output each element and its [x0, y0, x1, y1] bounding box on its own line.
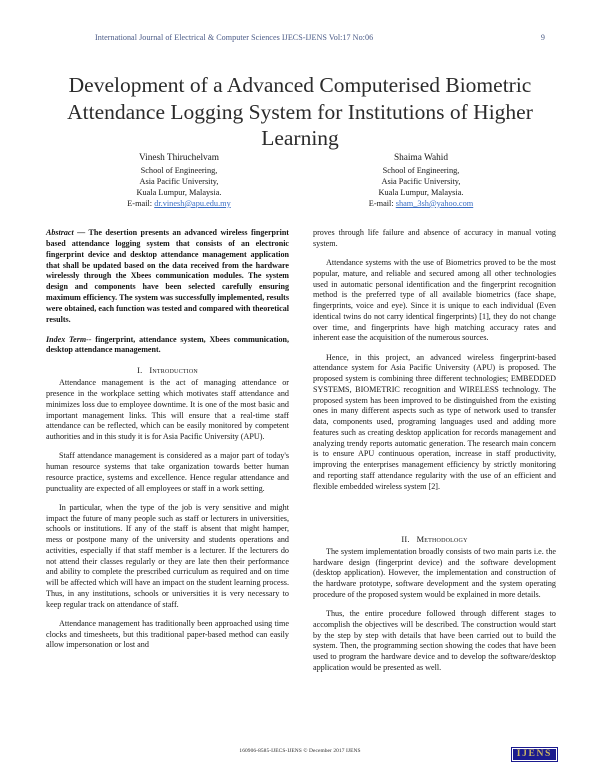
- author-email-line: [300, 198, 542, 209]
- abstract-paragraph: [46, 228, 289, 326]
- index-terms-text: fingerprint, attendance system, Xbees communication, desktop attendance management.: [46, 334, 289, 355]
- author-name: Vinesh Thiruchelvam: [138, 153, 220, 163]
- author-email-link[interactable]: dr.vinesh@apu.edu.my: [154, 198, 231, 208]
- right-column: [313, 228, 556, 682]
- section-heading-introduction: [46, 365, 289, 376]
- author-entry: [300, 152, 542, 209]
- author-email-link[interactable]: sham_3sh@yahoo.com: [395, 198, 474, 208]
- author-affiliation-line: Asia Pacific University,: [139, 176, 219, 186]
- section-number: II.: [401, 534, 410, 544]
- paragraph: Attendance management has traditionally been approached using time clocks and timesheets, but this traditional paper-based method can easily allow impersonation or lost and: [46, 618, 289, 650]
- footer-issn-line: 160906-8585-IJECS-IJENS © December 2017 IJENS: [239, 748, 361, 754]
- paragraph: The system implementation broadly consists of two main parts i.e. the hardware design (fingerprint device) and the software development (desktop application). However, the implementation and construction of the hardware prototype, software development and the system operating procedure of the proposed system would be explained in more details.: [313, 546, 556, 599]
- paragraph: Attendance systems with the use of Biometrics proved to be the most popular, mature, and reliable and secured among all other technologies used in automatic personal identification and the fingerprint recognition method is the preferred type of all available biometrics (face shape, fingerprints, voice and eye). Since it is unique to each individual (Even identical twins do not carry identical fingerprints) [1], they do not change over time, and fingerprints have high matching accuracy rates and inherent ease the acquisition of the numerous sources.: [313, 258, 556, 343]
- section-heading-methodology: [313, 534, 556, 545]
- paragraph: Hence, in this project, an advanced wireless fingerprint-based attendance system for Asia Pacific University (APU) is proposed. The proposed system is combining three different technologies; EMBEDDED SYSTEMS, BIOMETRIC recognition and WIRELESS technology. The proposed system has been improved to be distinguished from the existing ones in many different aspects such as type of network used to transfer data, components used, programing languages used and adding more features such as creating desktop application for records management and analyzing trendy reports automatic generation. The research main concern is to ensure APU continuous operation, increase in staff productivity, improving the enterprises management efficiency by strictly monitoring and reporting staff attendance regularity with the use of an efficient and flexible embedded wireless system [2].: [313, 352, 556, 491]
- paragraph: Staff attendance management is considered as a major part of today's human resource systems that take organization towards better human resource practice, systems and excellence. Hence regular attendance and punctuality are expected of all employees or staff in a work setting.: [46, 451, 289, 493]
- section-number: I.: [137, 366, 143, 376]
- section-title: Methodology: [416, 534, 468, 544]
- journal-header-text: International Journal of Electrical & Computer Sciences IJECS-IJENS Vol:17 No:06: [95, 33, 374, 42]
- ijens-logo: IJENS: [511, 747, 558, 763]
- author-affiliation-line: Kuala Lumpur, Malaysia.: [378, 187, 464, 197]
- email-label: E-mail:: [368, 198, 396, 208]
- paragraph: In particular, when the type of the job is very sensitive and might impact the future of many people such as staff or lecturers in universities, schools or institutions. If any of the staff is absent that might hamper, mess or postpone many of the university and students operations and activities, especially if that staff member is a lecturer. If the lecturers do not attend their classes regularly or they are late then their performance and ability to complete the prescribed curriculum as required and on time will be affected which will have an impact on the student learning process. Thus, in any institutions, schools or universities it is very necessary to keep regular track on attendance of staff.: [46, 502, 289, 609]
- author-affiliation-line: Asia Pacific University,: [381, 176, 461, 186]
- author-affiliation-line: School of Engineering,: [140, 165, 218, 175]
- author-entry: [58, 152, 300, 209]
- abstract-text: The desertion presents an advanced wireless fingerprint based attendance logging system that consists of an electronic fingerprint device and desktop attendance management application that shall be updated based on the data received from the hardware wirelessly through the Xbees communication modules. The system design and components have been selected carefully ensuring maximum efficiency. The system was successfully implemented, results were obtained, each function was tested and compared with theoretical results.: [46, 228, 289, 324]
- author-affiliation-line: School of Engineering,: [382, 165, 460, 175]
- section-spacer: [313, 501, 556, 527]
- index-terms-paragraph: [46, 335, 289, 357]
- email-label: E-mail:: [127, 198, 155, 208]
- paragraph: Attendance management is the act of managing attendance or presence in the workplace setting which motivates staff attendance and minimizes loss due to employee downtime. It is one of the most basic and important management links. This will ensure that a real-time staff attendance can be reflected, which can be easily monitored by competent authorities and in this study it is for Asia Pacific University (APU).: [46, 378, 289, 442]
- paragraph: Thus, the entire procedure followed through different stages to accomplish the objectives will be described. The construction would start by the step by step with details that have been carried out to build the system. Then, the programming section showing the codes that have been used to program the hardware device and to develop the software/desktop application would be presented as well.: [313, 609, 556, 672]
- page-number: 9: [540, 33, 545, 42]
- paragraph: proves through life failure and absence of accuracy in manual voting system.: [313, 228, 556, 248]
- running-header: [95, 33, 545, 42]
- author-affiliation-line: Kuala Lumpur, Malaysia.: [136, 187, 222, 197]
- section-title: Introduction: [149, 366, 198, 376]
- author-email-line: [58, 198, 300, 209]
- author-name: Shaima Wahid: [393, 153, 449, 163]
- paper-title: Development of a Advanced Computerised Biometric Attendance Logging System for Institutions of Higher Learning: [67, 73, 533, 150]
- abstract-label: Abstract: [46, 228, 74, 237]
- body-columns: [46, 228, 556, 682]
- index-terms-label: Index Term--: [46, 334, 92, 344]
- left-column: [46, 228, 289, 682]
- author-block: [58, 152, 542, 209]
- abstract-dash: —: [73, 228, 89, 237]
